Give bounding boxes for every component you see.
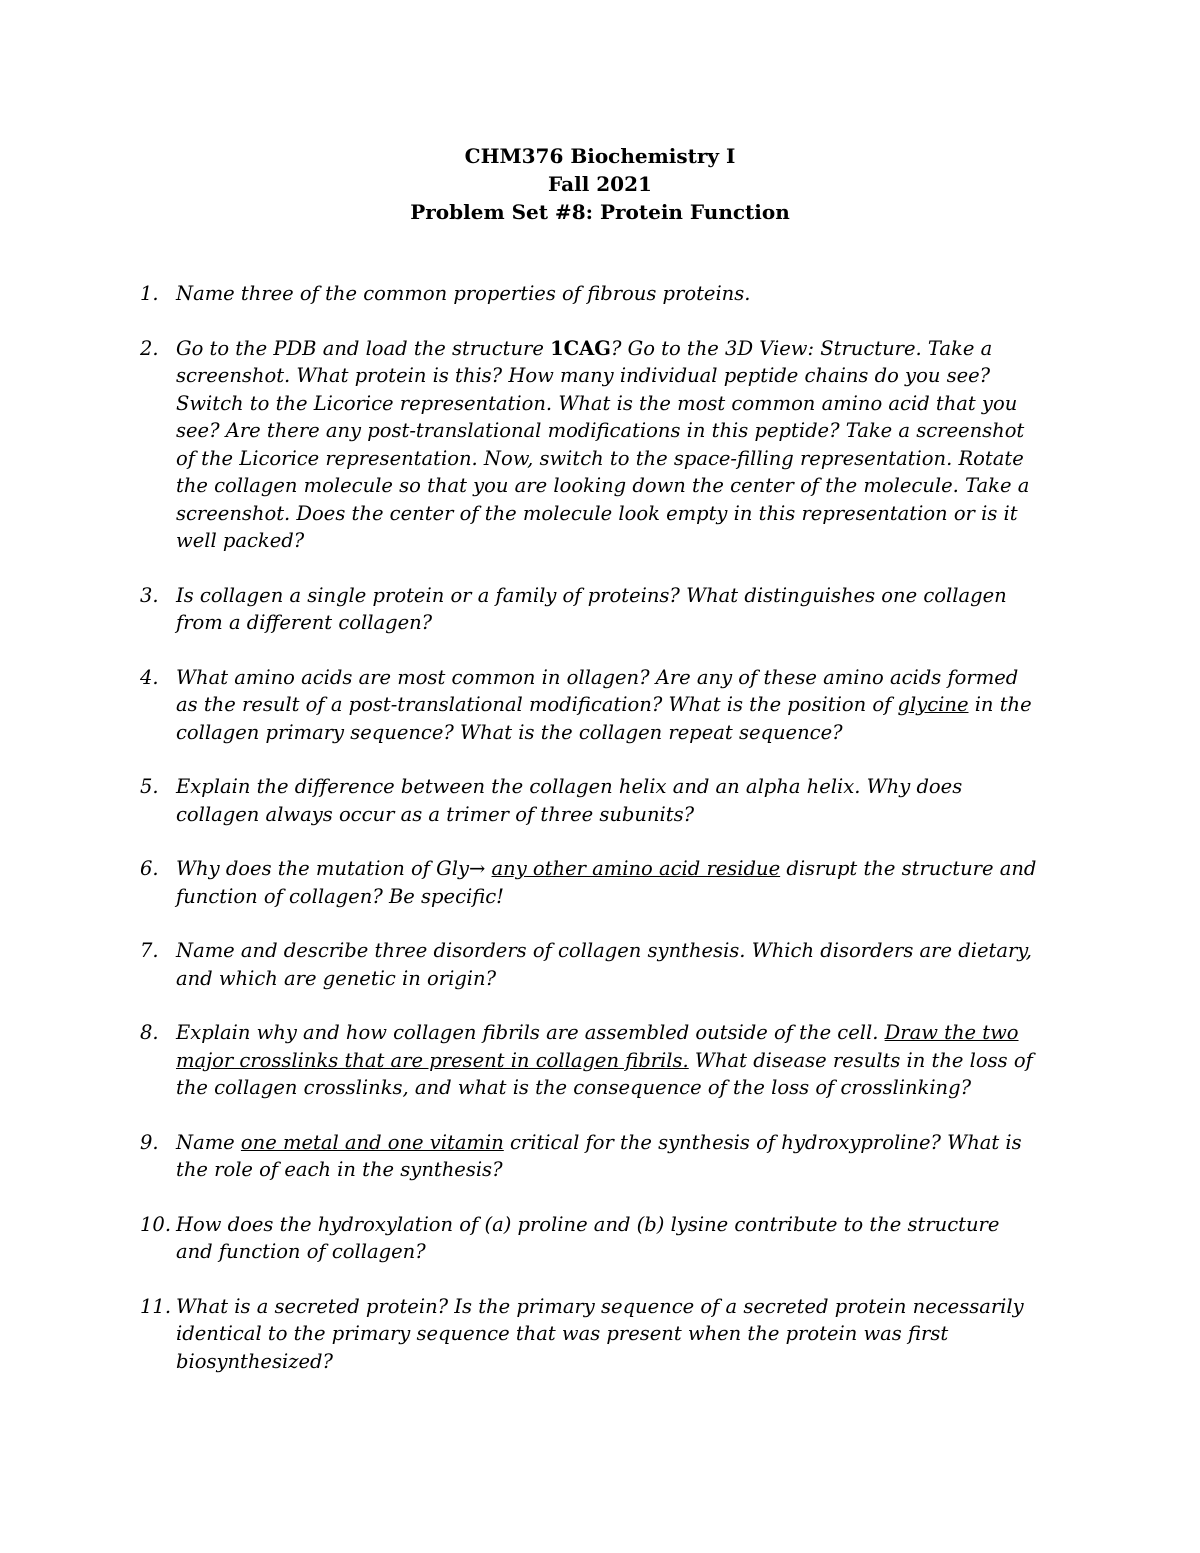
text-run: Why does the mutation of Gly→	[176, 857, 492, 880]
text-run: Explain the difference between the collagen helix and an alpha helix. Why does collagen always occur as a trimer of three subunits?	[176, 775, 963, 826]
text-run: Go to the PDB and load the structure	[176, 336, 551, 360]
text-run: Is collagen a single protein or a family of proteins? What distinguishes one collagen from a different collagen?	[176, 583, 1007, 634]
course-title: CHM376 Biochemistry I	[464, 144, 736, 168]
term: Fall 2021	[548, 172, 652, 196]
question-number: 6.	[140, 857, 159, 880]
question-text	[176, 1019, 1040, 1102]
question-number: 1.	[140, 282, 159, 305]
underlined-text: glycine	[897, 693, 969, 716]
question-number: 10.	[140, 1212, 172, 1236]
question-item	[140, 335, 1040, 555]
question-item	[140, 582, 1040, 637]
question-text	[176, 773, 1040, 828]
question-item	[140, 1211, 1040, 1266]
question-item	[140, 773, 1040, 828]
question-number: 7.	[140, 939, 159, 962]
question-number: 4.	[140, 665, 159, 689]
text-run: What disease results in the loss of the collagen crosslinks, and what is the consequence of the loss of crosslinking?	[176, 1048, 1033, 1099]
text-run: Name	[176, 1130, 241, 1154]
question-number: 8.	[140, 1021, 159, 1044]
text-run: Name three of the common properties of fibrous proteins.	[176, 282, 751, 305]
text-run: ? Go to the 3D View: Structure. Take a screenshot. What protein is this? How many individual peptide chains do you see? Switch to the Licorice representation. What is the most common amino acid that you see? Are there any post-translational modifications in this peptide? Take a screenshot of the Licorice representation. Now, switch to the space-filling representation. Rotate the collagen molecule so that you are looking down the center of the molecule. Take a screenshot. Does the center of the molecule look empty in this representation or is it well packed?	[176, 336, 1030, 552]
underlined-text: Draw the two major crosslinks that are present in collagen fibrils.	[176, 1021, 1019, 1072]
question-text	[176, 582, 1040, 637]
question-item	[140, 280, 1040, 308]
question-number: 3.	[140, 583, 159, 607]
text-run: How does the hydroxylation of (a) proline and (b) lysine contribute to the structure and function of collagen?	[176, 1212, 1000, 1263]
question-number: 5.	[140, 775, 159, 798]
question-item	[140, 1129, 1040, 1184]
underlined-text: one metal and one vitamin	[240, 1130, 504, 1154]
question-text	[176, 1293, 1040, 1376]
question-text	[176, 937, 1040, 992]
document-header	[0, 142, 1200, 226]
question-item	[140, 1019, 1040, 1102]
question-item	[140, 937, 1040, 992]
question-list	[140, 280, 1040, 1402]
question-item	[140, 664, 1040, 747]
question-number: 2.	[140, 336, 159, 360]
text-run: in the collagen primary sequence? What is the collagen repeat sequence?	[176, 693, 1032, 744]
question-number: 11.	[140, 1294, 172, 1318]
question-text	[176, 855, 1040, 910]
question-text	[176, 664, 1040, 747]
question-text	[176, 280, 1040, 308]
question-text	[176, 1129, 1040, 1184]
question-text	[176, 335, 1040, 555]
question-text	[176, 1211, 1040, 1266]
underlined-text: any other amino acid residue	[491, 857, 781, 880]
bold-text: 1CAG	[550, 336, 611, 360]
text-run: What is a secreted protein? Is the primary sequence of a secreted protein necessarily identical to the primary sequence that was present when the protein was first biosynthesized?	[176, 1294, 1024, 1373]
question-number: 9.	[140, 1130, 159, 1154]
text-run: critical for the synthesis of hydroxyproline? What is the role of each in the synthesis?	[176, 1130, 1022, 1181]
text-run: Name and describe three disorders of collagen synthesis. Which disorders are dietary, and which are genetic in origin?	[176, 939, 1032, 990]
text-run: What amino acids are most common in ollagen? Are any of these amino acids formed as the result of a post-translational modification? What is the position of	[176, 665, 1019, 716]
text-run: Explain why and how collagen fibrils are assembled outside of the cell.	[176, 1021, 885, 1044]
problem-set-title: Problem Set #8: Protein Function	[410, 200, 790, 224]
text-run: disrupt the structure and function of collagen? Be specific!	[176, 857, 1037, 908]
question-item	[140, 1293, 1040, 1376]
question-item	[140, 855, 1040, 910]
